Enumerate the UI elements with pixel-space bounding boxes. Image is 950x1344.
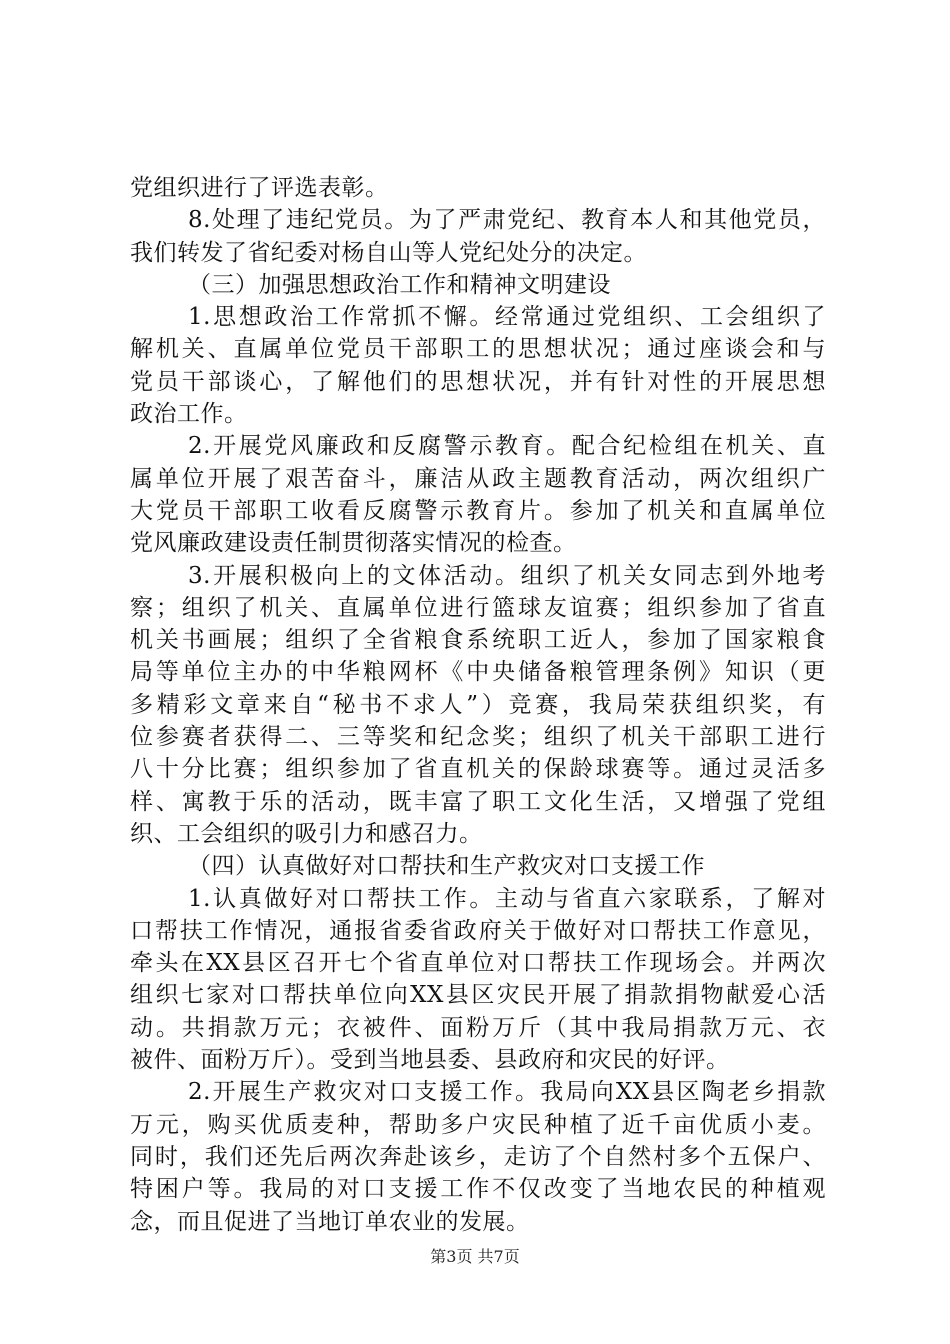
text-line: 机关书画展；组织了全省粮食系统职工近人，参加了国家粮食 (130, 627, 826, 654)
text-line: 2.开展党风廉政和反腐警示教育。配合纪检组在机关、直 (188, 433, 826, 460)
paragraph (130, 1076, 826, 1237)
text-line: 织、工会组织的吸引力和感召力。 (130, 820, 483, 847)
text-line: 口帮扶工作情况，通报省委省政府关于做好对口帮扶工作意见， (130, 917, 826, 944)
section-heading (130, 850, 826, 882)
text-line: 党风廉政建设责任制贯彻落实情况的检查。 (130, 530, 577, 557)
text-line: 样、寓教于乐的活动，既丰富了职工文化生活，又增强了党组 (130, 788, 826, 815)
text-line: 八十分比赛；组织参加了省直机关的保龄球赛等。通过灵活多 (130, 756, 826, 783)
text-line: 牵头在XX县区召开七个省直单位对口帮扶工作现场会。并两次 (130, 950, 826, 977)
text-line: 党组织进行了评选表彰。 (130, 175, 389, 201)
text-line: （四）认真做好对口帮扶和生产救灾对口支援工作 (188, 853, 705, 880)
text-line: 2.开展生产救灾对口支援工作。我局向XX县区陶老乡捐款 (188, 1079, 826, 1106)
section-heading (130, 269, 826, 301)
text-line: 万元，购买优质麦种，帮助多户灾民种植了近千亩优质小麦。 (130, 1111, 826, 1138)
text-line: 政治工作。 (130, 401, 248, 428)
text-line: 解机关、直属单位党员干部职工的思想状况；通过座谈会和与 (130, 336, 826, 363)
text-line: 大党员干部职工收看反腐警示教育片。参加了机关和直属单位 (130, 497, 826, 524)
paragraph (130, 204, 826, 269)
text-line: 局等单位主办的中华粮网杯《中央储备粮管理条例》知识（更 (130, 659, 826, 686)
text-line: 多精彩文章来自“秘书不求人”）竞赛，我局荣获组织奖，有 (130, 691, 826, 718)
text-line: 党员干部谈心，了解他们的思想状况，并有针对性的开展思想 (130, 368, 826, 395)
paragraph (130, 560, 826, 851)
text-line: 同时，我们还先后两次奔赴该乡，走访了个自然村多个五保户、 (130, 1143, 826, 1170)
text-line: 组织七家对口帮扶单位向XX县区灾民开展了捐款捐物献爱心活 (130, 982, 826, 1009)
text-line: 1.认真做好对口帮扶工作。主动与省直六家联系，了解对 (188, 885, 826, 912)
text-line: 被件、面粉万斤）。受到当地县委、县政府和灾民的好评。 (130, 1047, 730, 1074)
document-body (130, 172, 826, 1238)
text-line: 特困户等。我局的对口支援工作不仅改变了当地农民的种植观 (130, 1176, 826, 1203)
text-line: 察；组织了机关、直属单位进行篮球友谊赛；组织参加了省直 (130, 594, 826, 621)
text-line: 我们转发了省纪委对杨自山等人党纪处分的决定。 (130, 239, 647, 266)
paragraph (130, 301, 826, 430)
page-footer: 第3页 共7页 (430, 1247, 520, 1266)
paragraph (130, 883, 826, 1077)
text-line: （三）加强思想政治工作和精神文明建设 (188, 271, 611, 298)
text-line: 3.开展积极向上的文体活动。组织了机关女同志到外地考 (188, 562, 826, 589)
text-line: 8.处理了违纪党员。为了严肃党纪、教育本人和其他党员， (188, 207, 826, 234)
paragraph (130, 430, 826, 559)
text-line: 念，而且促进了当地订单农业的发展。 (130, 1208, 530, 1235)
text-line: 动。共捐款万元；衣被件、面粉万斤（其中我局捐款万元、衣 (130, 1014, 826, 1041)
paragraph (130, 172, 826, 204)
text-line: 位参赛者获得二、三等奖和纪念奖；组织了机关干部职工进行 (130, 724, 826, 751)
text-line: 属单位开展了艰苦奋斗，廉洁从政主题教育活动，两次组织广 (130, 465, 826, 492)
text-line: 1.思想政治工作常抓不懈。经常通过党组织、工会组织了 (188, 304, 826, 331)
